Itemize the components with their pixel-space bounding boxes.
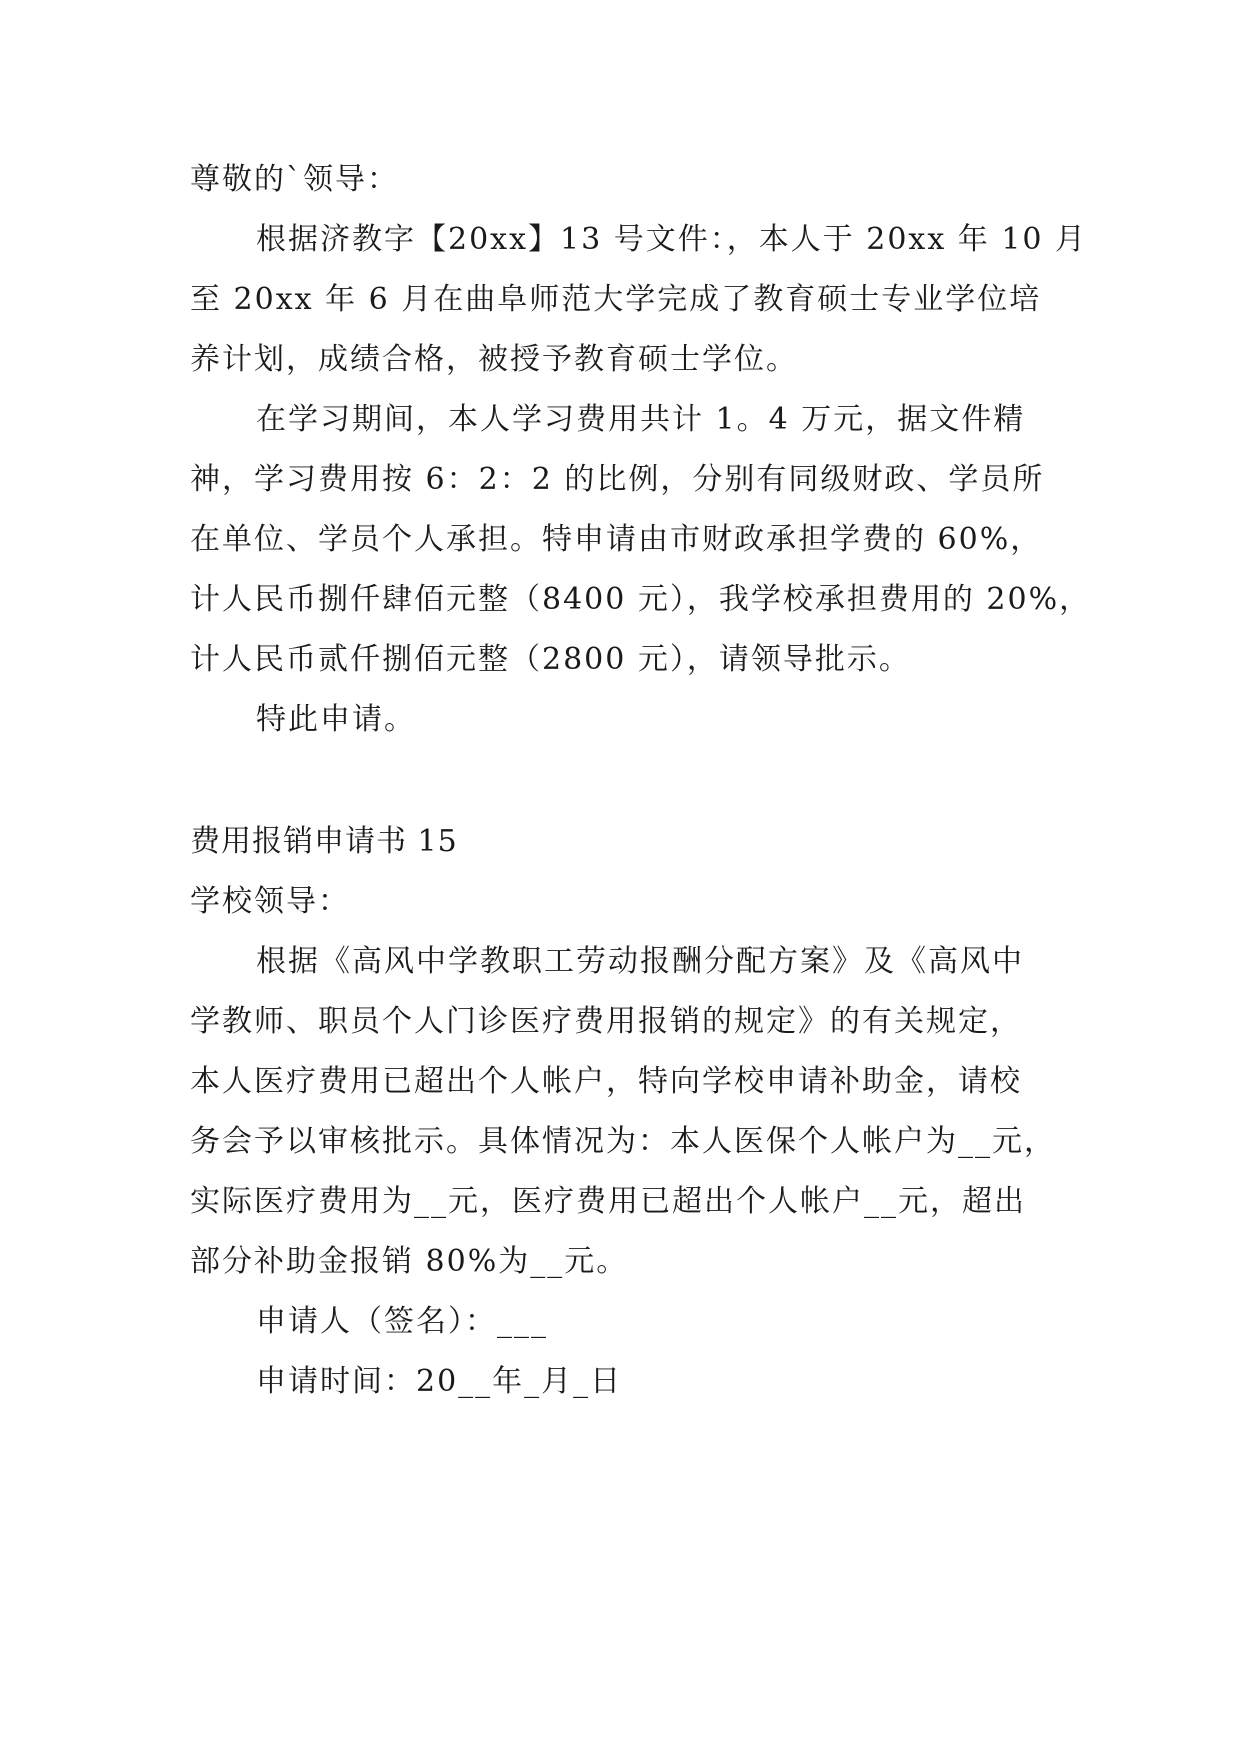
para2-line-5: 计人民币贰仟捌佰元整（2800 元），请领导批示。 [190,642,911,677]
section-gap [190,750,1070,812]
para3-line-1: 根据《高风中学教职工劳动报酬分配方案》及《高风中 [256,944,1024,979]
date-line: 申请时间：20__年_月_日 [256,1364,623,1399]
para2-line-3: 在单位、学员个人承担。特申请由市财政承担学费的 60%， [190,522,1043,557]
para3-line-4: 务会予以审核批示。具体情况为：本人医保个人帐户为__元， [190,1124,1056,1159]
signature-line: 申请人（签名）：___ [256,1304,548,1339]
para2-line-4: 计人民币捌仟肆佰元整（8400 元），我学校承担费用的 20%， [190,582,1092,617]
para2-line-2: 神，学习费用按 6：2：2 的比例，分别有同级财政、学员所 [190,462,1045,497]
document-page [190,150,1092,1412]
closing-text: 特此申请。 [256,702,416,737]
para1-line-1: 根据济教字【20xx】13 号文件：，本人于 20xx 年 10 月 [256,222,1088,257]
para1-line-3: 养计划，成绩合格，被授予教育硕士学位。 [190,342,798,377]
salutation-2: 学校领导： [190,884,350,919]
para3-line-6: 部分补助金报销 80%为__元。 [190,1244,629,1279]
para2-line-1: 在学习期间，本人学习费用共计 1。4 万元，据文件精 [256,402,1026,437]
para3-line-5: 实际医疗费用为__元，医疗费用已超出个人帐户__元，超出 [190,1184,1026,1219]
document-title: 费用报销申请书 15 [190,824,458,859]
para3-line-2: 学教师、职员个人门诊医疗费用报销的规定》的有关规定， [190,1004,1022,1039]
para1-line-2: 至 20xx 年 6 月在曲阜师范大学完成了教育硕士专业学位培 [190,282,1042,317]
para3-line-3: 本人医疗费用已超出个人帐户，特向学校申请补助金，请校 [190,1064,1022,1099]
salutation-1: 尊敬的`领导： [190,162,399,197]
